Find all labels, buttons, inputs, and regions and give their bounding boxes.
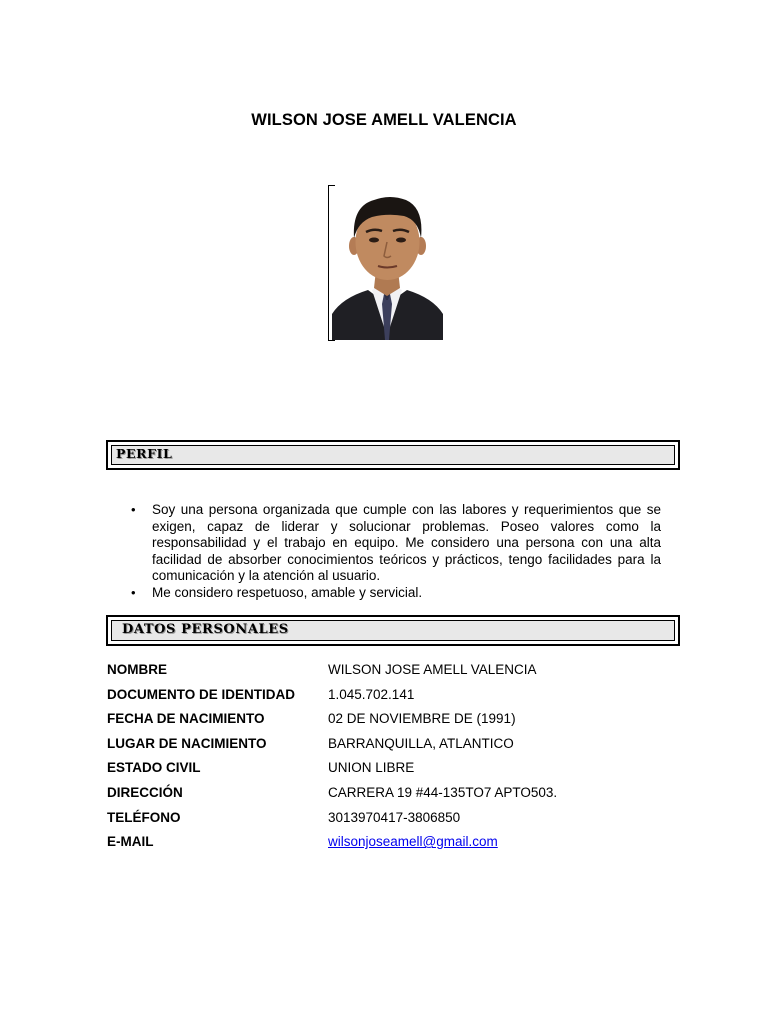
profile-text: Me considero respetuoso, amable y servicial.	[152, 584, 423, 600]
profile-text: Soy una persona organizada que cumple con las labores y requerimientos que se exigen, capaz de liderar y solucionar problemas. Poseo valores como la responsabilidad y el trabajo en equipo. Me considero una persona con una alta facilidad de absorber conocimientos teóricos y prácticos, tengo facilidades para la comunicación y la atención al usuario.	[152, 502, 661, 583]
datos-heading: DATOS PERSONALES	[122, 622, 289, 637]
field-label: FECHA DE NACIMIENTO	[107, 711, 265, 727]
field-label: ESTADO CIVIL	[107, 760, 201, 776]
field-value: WILSON JOSE AMELL VALENCIA	[328, 662, 537, 677]
field-value: BARRANQUILLA, ATLANTICO	[328, 735, 514, 751]
bullet-icon: •	[131, 502, 136, 517]
field-value: 1.045.702.141	[328, 686, 415, 702]
field-value: UNION LIBRE	[328, 760, 415, 776]
bullet-icon: •	[131, 584, 136, 600]
profile-photo	[332, 186, 443, 340]
field-label: DIRECCIÓN	[107, 784, 183, 800]
list-item	[131, 502, 661, 585]
list-item	[131, 585, 661, 602]
field-label: TELÉFONO	[107, 809, 181, 825]
profile-list	[131, 502, 661, 601]
field-value: 02 DE NOVIEMBRE DE (1991)	[328, 711, 516, 727]
page-title: WILSON JOSE AMELL VALENCIA	[251, 111, 517, 129]
field-value: 3013970417-3806850	[328, 809, 461, 825]
field-label: DOCUMENTO DE IDENTIDAD	[107, 686, 296, 702]
perfil-section-header	[106, 440, 680, 470]
datos-section-header	[106, 615, 680, 646]
field-label: LUGAR DE NACIMIENTO	[107, 735, 267, 751]
perfil-heading: PERFIL	[116, 446, 173, 461]
perfil-header-background	[111, 445, 675, 465]
email-link[interactable]: wilsonjoseamell@gmail.com	[328, 834, 498, 850]
field-label: E-MAIL	[107, 834, 154, 850]
field-value: CARRERA 19 #44-135TO7 APTO503.	[328, 784, 558, 800]
field-label: NOMBRE	[107, 662, 167, 677]
